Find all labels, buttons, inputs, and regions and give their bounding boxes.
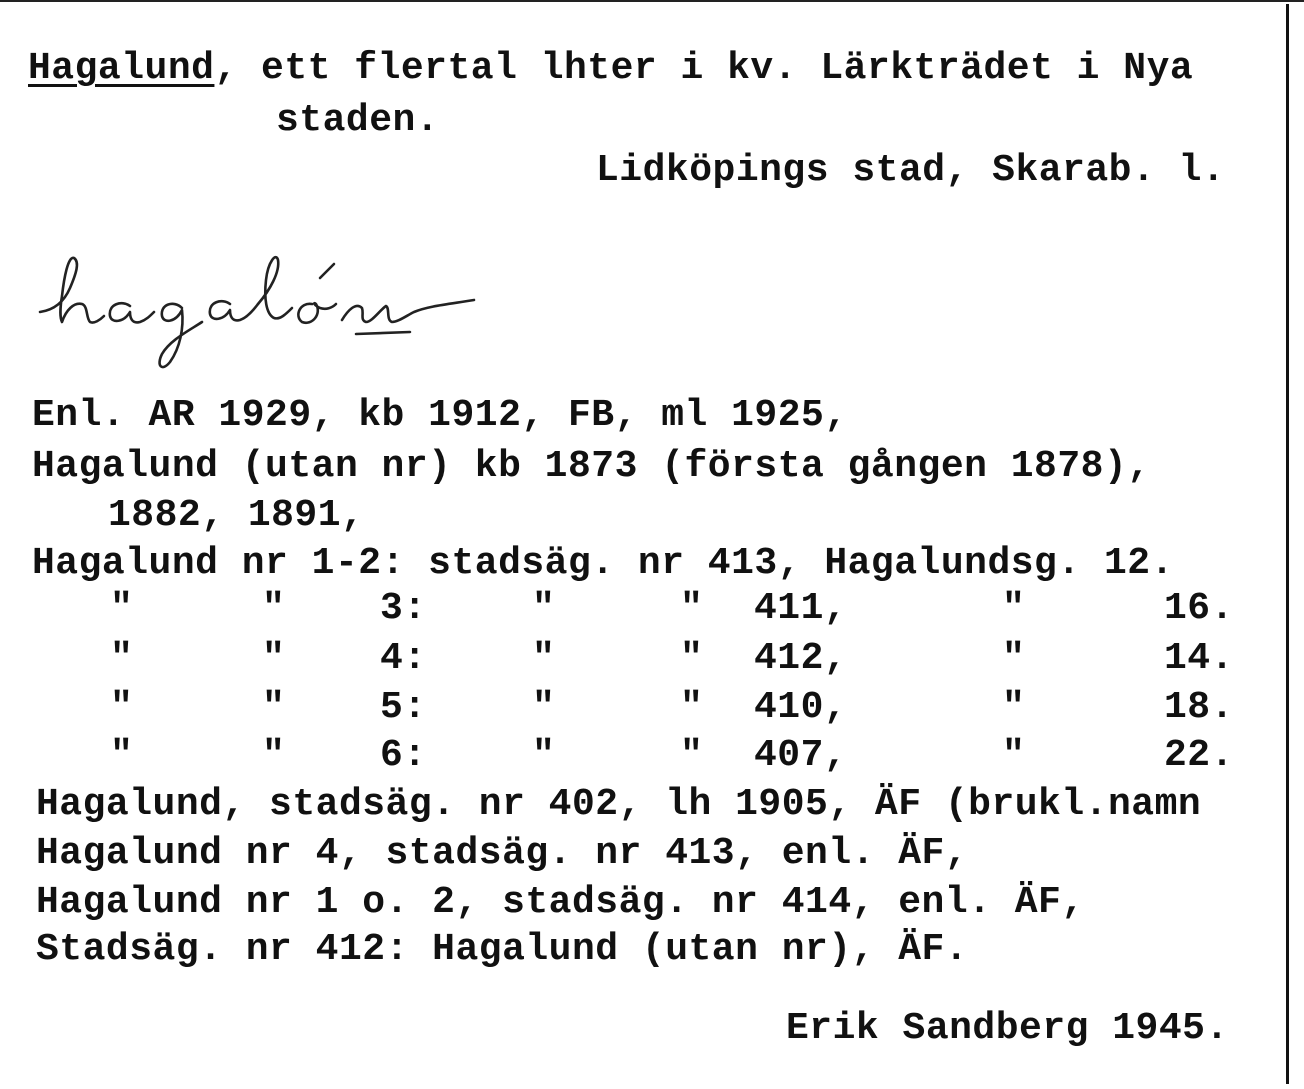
stadsag-number: 407,: [754, 734, 848, 777]
street-number: 16.: [1164, 587, 1234, 630]
ditto-mark: ": [110, 637, 134, 680]
ditto-mark: ": [262, 637, 286, 680]
sources-line-1: Enl. AR 1929, kb 1912, FB, ml 1925,: [32, 394, 848, 437]
sources-line-2: Hagalund (utan nr) kb 1873 (första gången 1878),: [32, 445, 1151, 488]
ditto-mark: ": [110, 587, 134, 630]
stadsag-number: 410,: [754, 686, 848, 729]
notes-line-4: Stadsäg. nr 412: Hagalund (utan nr), ÄF.: [36, 928, 969, 971]
notes-line-2: Hagalund nr 4, stadsäg. nr 413, enl. ÄF,: [36, 832, 969, 875]
stadsag-number: 411,: [754, 587, 848, 630]
header-description: , ett flertal lhter i kv. Lärkträdet i Nya: [214, 47, 1194, 90]
handwritten-pronunciation: [30, 238, 510, 378]
card-top-edge: [0, 0, 1304, 2]
ditto-mark: ": [532, 734, 556, 777]
lot-number: 6:: [380, 734, 427, 777]
ditto-mark: ": [532, 686, 556, 729]
ditto-mark: ": [1002, 734, 1026, 777]
ditto-mark: ": [262, 587, 286, 630]
ditto-mark: ": [1002, 686, 1026, 729]
ditto-mark: ": [110, 734, 134, 777]
handwritten-text: hagalón: [30, 238, 35, 239]
lot-number: 4:: [380, 637, 427, 680]
street-number: 14.: [1164, 637, 1234, 680]
ditto-mark: ": [680, 734, 704, 777]
ditto-mark: ": [532, 587, 556, 630]
ditto-mark: ": [680, 637, 704, 680]
street-number: 18.: [1164, 686, 1234, 729]
street-number: 22.: [1164, 734, 1234, 777]
ditto-mark: ": [262, 686, 286, 729]
ditto-mark: ": [1002, 637, 1026, 680]
ditto-mark: ": [1002, 587, 1026, 630]
notes-line-3: Hagalund nr 1 o. 2, stadsäg. nr 414, enl. ÄF,: [36, 881, 1085, 924]
ditto-mark: ": [262, 734, 286, 777]
ditto-mark: ": [680, 587, 704, 630]
card-right-edge: [1286, 4, 1289, 1084]
header-line-2: staden.: [276, 99, 440, 142]
ditto-mark: ": [110, 686, 134, 729]
lot-number: 3:: [380, 587, 427, 630]
notes-line-1: Hagalund, stadsäg. nr 402, lh 1905, ÄF (brukl.namn: [36, 783, 1202, 826]
header-location: Lidköpings stad, Skarab. l.: [596, 149, 1226, 192]
sources-line-4: Hagalund nr 1-2: stadsäg. nr 413, Hagalundsg. 12.: [32, 542, 1174, 585]
stadsag-number: 412,: [754, 637, 848, 680]
ditto-mark: ": [532, 637, 556, 680]
ditto-mark: ": [680, 686, 704, 729]
signature: Erik Sandberg 1945.: [786, 1007, 1229, 1050]
lot-number: 5:: [380, 686, 427, 729]
header-line-1: [28, 46, 1193, 92]
sources-line-3: 1882, 1891,: [108, 494, 365, 537]
place-name: Hagalund: [28, 47, 215, 90]
